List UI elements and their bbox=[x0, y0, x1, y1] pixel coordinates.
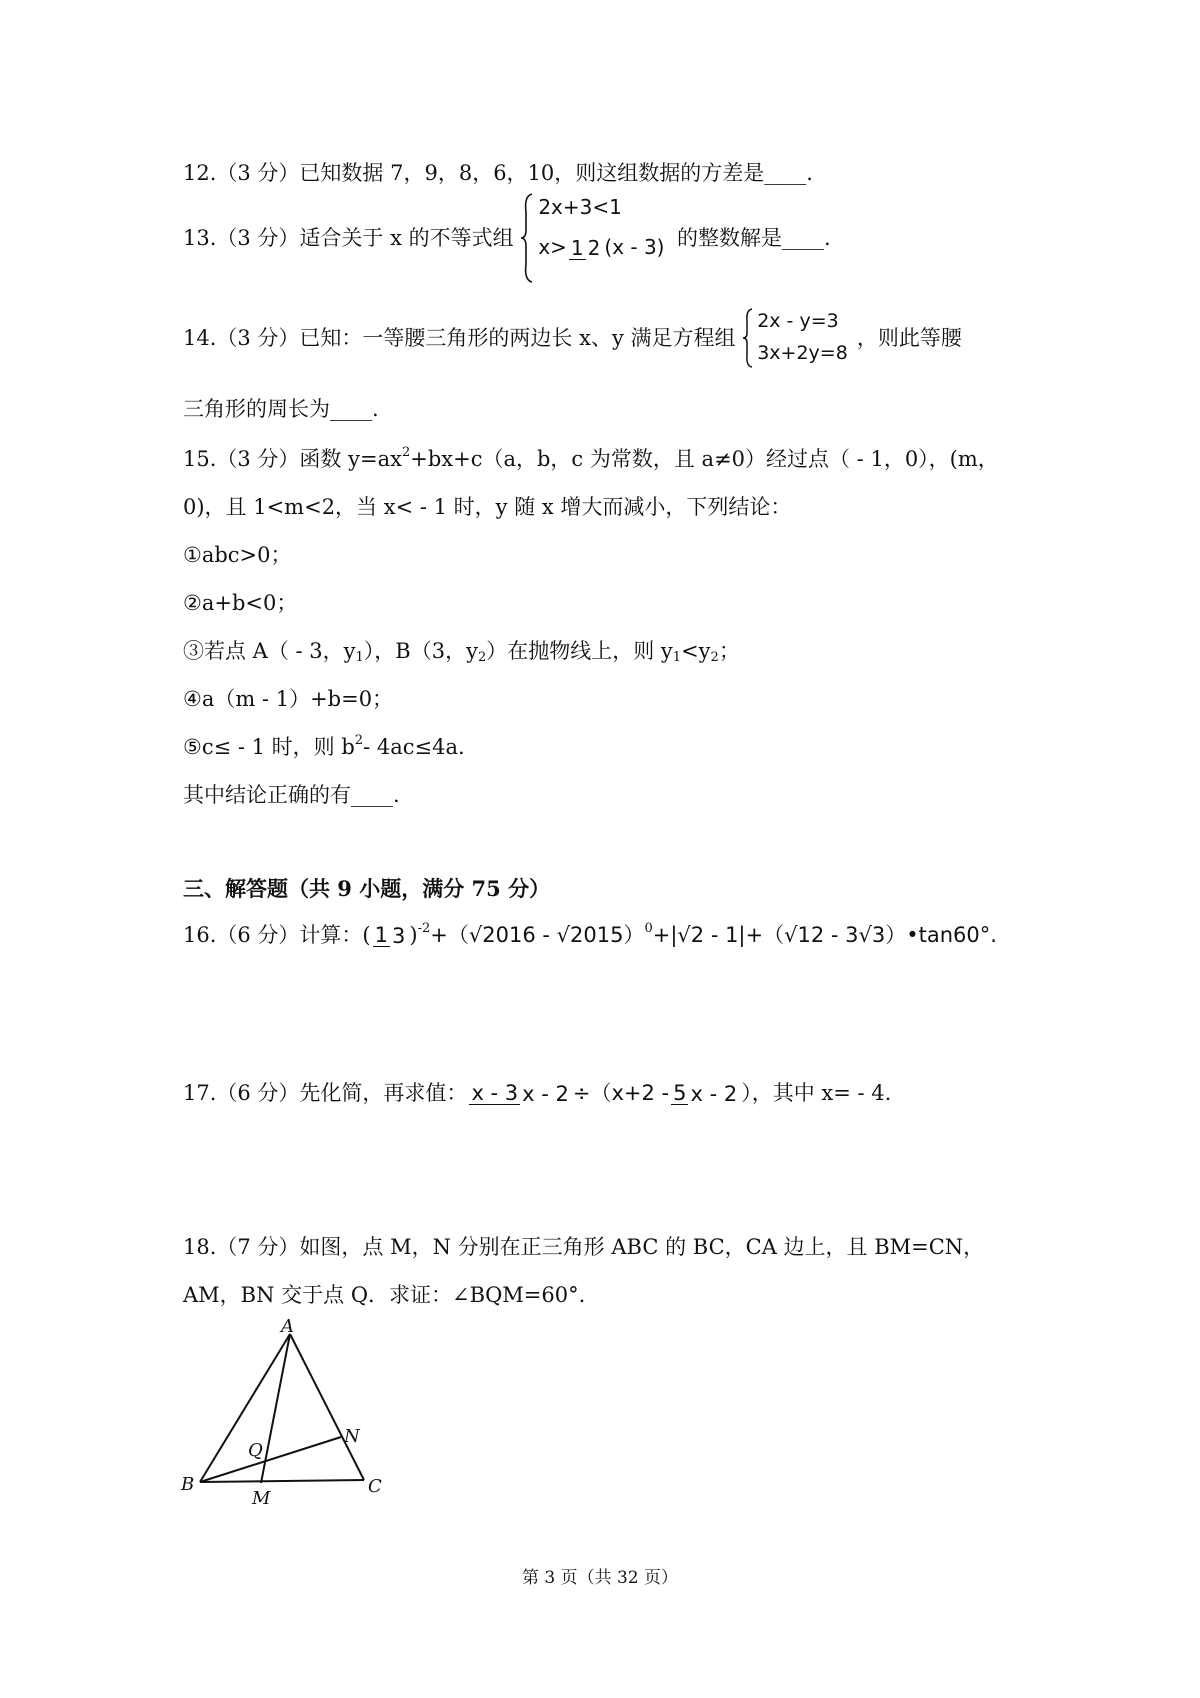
question-18-line-1 bbox=[183, 1232, 984, 1260]
question-15-line-1: 15.（3 分）函数 y=ax2+bx+c（a，b，c 为常数，且 a≠0）经过点（ - 1，0），(m， bbox=[183, 445, 999, 471]
q15-line2: 0)，且 1<m<2，当 x< - 1 时，y 随 x 增大而减小，下列结论： bbox=[183, 494, 792, 519]
equation-1: 2x - y=3 bbox=[757, 310, 839, 332]
q15-opt3-d: <y bbox=[681, 638, 711, 663]
question-14 bbox=[183, 307, 962, 369]
label-n: N bbox=[344, 1426, 360, 1447]
fraction-numerator: x - 3 bbox=[471, 1081, 519, 1105]
q18-line1: 18.（7 分）如图，点 M，N 分别在正三角形 ABC 的 BC，CA 边上，且 BM=CN， bbox=[183, 1234, 985, 1259]
question-13-suffix: 的整数解是____. bbox=[677, 226, 831, 250]
q15-opt2: ②a+b<0； bbox=[183, 590, 298, 615]
question-14-suffix: ，则此等腰 bbox=[856, 326, 962, 350]
question-18-line-2 bbox=[183, 1280, 585, 1308]
inequality-2 bbox=[538, 232, 664, 260]
inequality-2-lhs: x> bbox=[538, 234, 567, 259]
q15-line1-a: 15.（3 分）函数 y=ax bbox=[183, 446, 402, 471]
side-bc bbox=[200, 1480, 364, 1482]
question-13 bbox=[183, 192, 831, 284]
q16-part2: +（√2016 - √2015） bbox=[430, 922, 645, 947]
fraction-5-x2 bbox=[671, 1080, 739, 1106]
q15-conclusion: 其中结论正确的有____. bbox=[183, 782, 400, 807]
side-ac bbox=[290, 1334, 364, 1480]
q16-part3: +|√2 - 1|+（√12 - 3√3）•tan60°. bbox=[652, 922, 997, 947]
q15-line1-b: +bx+c（a，b，c 为常数，且 a≠0）经过点（ - 1，0），(m， bbox=[410, 446, 999, 471]
label-m: M bbox=[252, 1488, 271, 1508]
q15-opt3-b: ），B（3，y bbox=[363, 638, 478, 663]
label-b: B bbox=[181, 1474, 195, 1495]
left-brace-icon bbox=[742, 307, 754, 369]
question-15-conclusion bbox=[183, 780, 400, 808]
fraction-numerator: 5 bbox=[673, 1081, 687, 1105]
fraction-one-half bbox=[569, 234, 602, 260]
question-15-option-3: ③若点 A（ - 3，y1），B（3，y2）在抛物线上，则 y1<y2； bbox=[183, 638, 740, 666]
fraction-denominator: x - 2 bbox=[522, 1081, 569, 1106]
inequality-1: 2x+3<1 bbox=[538, 195, 622, 219]
question-14-line-2-text: 三角形的周长为____. bbox=[183, 396, 379, 421]
label-a: A bbox=[281, 1318, 294, 1337]
q16-part1: ) bbox=[409, 922, 418, 947]
fraction-numerator: 1 bbox=[570, 235, 584, 260]
question-16: 16.（6 分）计算：( 1 3 )-2+（√2016 - √2015）0+|√2 - 1|+（√12 - 3√3）•tan60°. bbox=[183, 921, 997, 948]
question-14-prefix: 14.（3 分）已知：一等腰三角形的两边长 x、y 满足方程组 bbox=[183, 326, 736, 350]
label-q: Q bbox=[248, 1440, 263, 1461]
question-12 bbox=[183, 158, 813, 186]
question-15-line-2 bbox=[183, 492, 791, 520]
question-12-text: 12.（3 分）已知数据 7，9，8，6，10，则这组数据的方差是____. bbox=[183, 160, 813, 185]
q15-opt5-a: ⑤c≤ - 1 时，则 b bbox=[183, 734, 355, 759]
equation-2: 3x+2y=8 bbox=[757, 342, 848, 364]
q15-opt3-c: ）在抛物线上，则 y bbox=[486, 638, 673, 663]
inequality-2-rhs: (x - 3) bbox=[604, 234, 665, 259]
triangle-figure bbox=[178, 1318, 398, 1508]
segment-bn bbox=[200, 1437, 341, 1482]
q15-opt3-e: ； bbox=[718, 638, 740, 663]
q15-opt3-a: ③若点 A（ - 3，y bbox=[183, 638, 356, 663]
inequality-system bbox=[520, 192, 670, 284]
q18-line2: AM，BN 交于点 Q．求证：∠BQM=60°. bbox=[183, 1282, 586, 1307]
q15-opt4: ④a（m - 1）+b=0； bbox=[183, 686, 394, 711]
question-15-option-1 bbox=[183, 540, 292, 568]
fraction-denominator: 3 bbox=[392, 923, 406, 948]
equation-system bbox=[742, 307, 850, 369]
question-13-prefix: 13.（3 分）适合关于 x 的不等式组 bbox=[183, 226, 514, 250]
q17-mid: ÷（x+2 - bbox=[572, 1080, 670, 1105]
fraction-denominator: 2 bbox=[587, 236, 601, 260]
fraction-numerator: 1 bbox=[374, 923, 389, 947]
q15-opt1: ①abc>0； bbox=[183, 542, 292, 567]
q17-suffix: ），其中 x= - 4. bbox=[741, 1080, 892, 1105]
question-14-line-2 bbox=[183, 394, 379, 422]
fraction-denominator: x - 2 bbox=[690, 1081, 738, 1106]
left-brace-icon bbox=[520, 192, 534, 284]
page-footer: 第 3 页（共 32 页） bbox=[521, 1568, 679, 1588]
label-c: C bbox=[368, 1476, 382, 1497]
q15-opt5-b: - 4ac≤4a. bbox=[363, 734, 465, 759]
q17-prefix: 17.（6 分）先化简，再求值： bbox=[183, 1080, 468, 1105]
question-15-option-4 bbox=[183, 684, 393, 712]
section-heading: 三、解答题（共 9 小题，满分 75 分） bbox=[183, 876, 551, 901]
question-15-option-5: ⑤c≤ - 1 时，则 b2- 4ac≤4a. bbox=[183, 733, 465, 759]
fraction-x3-x2 bbox=[469, 1080, 570, 1106]
fraction-one-third bbox=[373, 922, 408, 948]
question-15-option-2 bbox=[183, 588, 297, 616]
q16-prefix: 16.（6 分）计算：( bbox=[183, 922, 371, 947]
question-17 bbox=[183, 1078, 891, 1106]
